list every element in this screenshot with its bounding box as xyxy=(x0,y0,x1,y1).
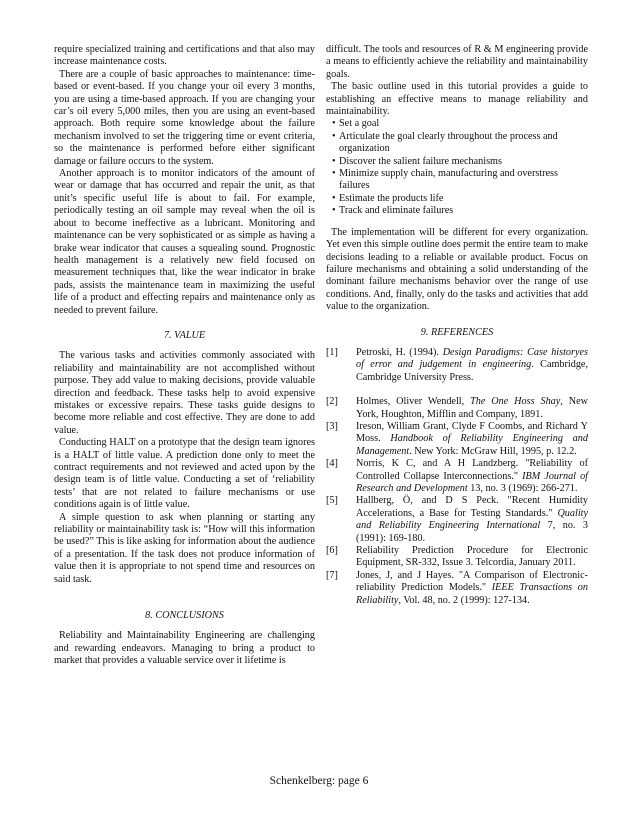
outline-bullet-list xyxy=(326,118,588,217)
page-footer: Schenkelberg: page 6 xyxy=(269,775,369,787)
paragraph-value-2: Conducting HALT on a prototype that the design team ignores is a HALT of little value. A prediction done only to meet the contract requirements and not reviewed and acted upon by the design team is of little value. Conducting a set of ‘reliability tests’ that are not related to failure mechanisms or use conditions again is of little value. xyxy=(54,437,315,511)
list-item: • Minimize supply chain, manufacturing and overstress failures xyxy=(332,168,558,192)
reference-item: [1] Petroski, H. (1994). Design Paradigms: Case historyes of error and judgement in engineering. Cambridge, Cambridge University Press. xyxy=(326,346,588,383)
reference-number: [4] xyxy=(326,458,338,470)
reference-item: [6] Reliability Prediction Procedure for Electronic Equipment, SR-332, Issue 3. Telcordia, January 2011. xyxy=(326,545,588,569)
paragraph-monitoring-approach: Another approach is to monitor indicators of the amount of wear or damage that has occurred and repair the unit, as that unit’s specific useful life is about to fail. For example, periodically testing an oil sample may reveal when the oil is about to become ineffective as a lubricant. Monitoring and maintenance can be very sophisticated or as simple as having a brake wear indicator that causes a squealing sound. Prognostic health management is a relatively new field focused on measurement techniques that, like the wear indicator in brake pads, assists the maintenance team in maximizing the useful life of a product and effecting repairs and maintenance only as needed to prevent failure. xyxy=(54,168,315,316)
reference-item: [5] Hallberg, Ö, and D S Peck. "Recent Humidity Accelerations, a Base for Testing Standards." Quality and Reliability Engineering International 7, no. 3 (1991): 169-180. xyxy=(326,495,589,544)
reference-item: [2] Holmes, Oliver Wendell, The One Hoss Shay, New York, Houghton, Mifflin and Company, 1891. xyxy=(326,396,588,420)
paragraph-maintenance-approaches: There are a couple of basic approaches to maintenance: time-based or event-based. If you change your oil every 3 months, you are using a time-based approach. If you are changing your car’s oil every 5,000 miles, then you are using an event-based approach. Both require some knowledge about the failure mechanism involved to set the triggering time or event criteria, so the maintenance is performed before either significant damage or failure occurs to the system. xyxy=(54,68,315,167)
references-list xyxy=(326,347,588,607)
paragraph-implementation: The implementation will be different for every organization. Yet even this simple outline does permit the entire team to make decisions leading to a reliable or available product. Focus on failure mechanisms and obtaining a solid understanding of the dominant failure mechanisms behavior over the range of use conditions. And, finally, only do the tasks and activities that add value to the organization. xyxy=(326,226,588,313)
reference-number: [3] xyxy=(326,420,338,432)
reference-number: [1] xyxy=(326,346,338,358)
reference-number: [2] xyxy=(326,396,338,408)
list-item: • Discover the salient failure mechanisms xyxy=(332,155,502,167)
list-item: • Set a goal xyxy=(332,118,380,130)
section-7-heading: 7. VALUE xyxy=(163,329,206,341)
reference-item: [4] Norris, K C, and A H Landzberg. "Reliability of Controlled Collapse Interconnections." IBM Journal of Research and Development 13, no. 3 (1969): 266-271. xyxy=(326,458,589,494)
section-9-heading: 9. REFERENCES xyxy=(420,326,494,338)
reference-item: [3] Ireson, William Grant, Clyde F Coombs, and Richard Y Moss. Handbook of Reliability Engineering and Management. New York: McGraw Hill, 1995, p. 12.2. xyxy=(326,420,588,457)
list-item: • Track and eliminate failures xyxy=(332,205,454,217)
list-item: • Estimate the products life xyxy=(332,192,444,204)
reference-number: [5] xyxy=(326,495,338,507)
paragraph-continuation: require specialized training and certifications and that also may increase maintenance costs. xyxy=(54,44,315,68)
reference-item: [7] Jones, J, and J Hayes. "A Comparison of Electronic-reliability Prediction Models." IEEE Transactions on Reliability, Vol. 48, no. 2 (1999): 127-134. xyxy=(326,569,588,606)
paragraph-continuation-right: difficult. The tools and resources of R & M engineering provide a means to efficiently achieve the reliability and maintainability goals. xyxy=(326,44,588,80)
paragraph-basic-outline: The basic outline used in this tutorial provides a guide to establishing an effective means to manage reliability and maintainability. xyxy=(326,81,588,118)
list-item: • Articulate the goal clearly throughout the process and organization xyxy=(332,130,558,155)
left-column xyxy=(54,44,315,668)
reference-number: [6] xyxy=(326,545,338,557)
paragraph-conclusions-1: Reliability and Maintainability Engineering are challenging and rewarding endeavors. Managing to bring a product to market that provides a valuable service over it lifetime is xyxy=(54,630,315,667)
right-column xyxy=(326,44,588,607)
paragraph-value-3: A simple question to ask when planning or starting any reliability or maintainability task is: “How will this information be used?” This is like asking for information about the audience of a presentation. If the task does not produce information of value then it is appropriate to not spend time and resources on said task. xyxy=(54,511,315,585)
paragraph-value-1: The various tasks and activities commonly associated with reliability and maintainability are not accomplished without purpose. They add value to making decisions, provide valuable direction and feedback. These tasks help to avoid expensive mistakes or excessive repairs. These tasks guide designs to become more reliable and cost effective. They are done to add value. xyxy=(54,350,315,436)
reference-number: [7] xyxy=(326,569,338,581)
section-8-heading: 8. CONCLUSIONS xyxy=(145,610,224,622)
